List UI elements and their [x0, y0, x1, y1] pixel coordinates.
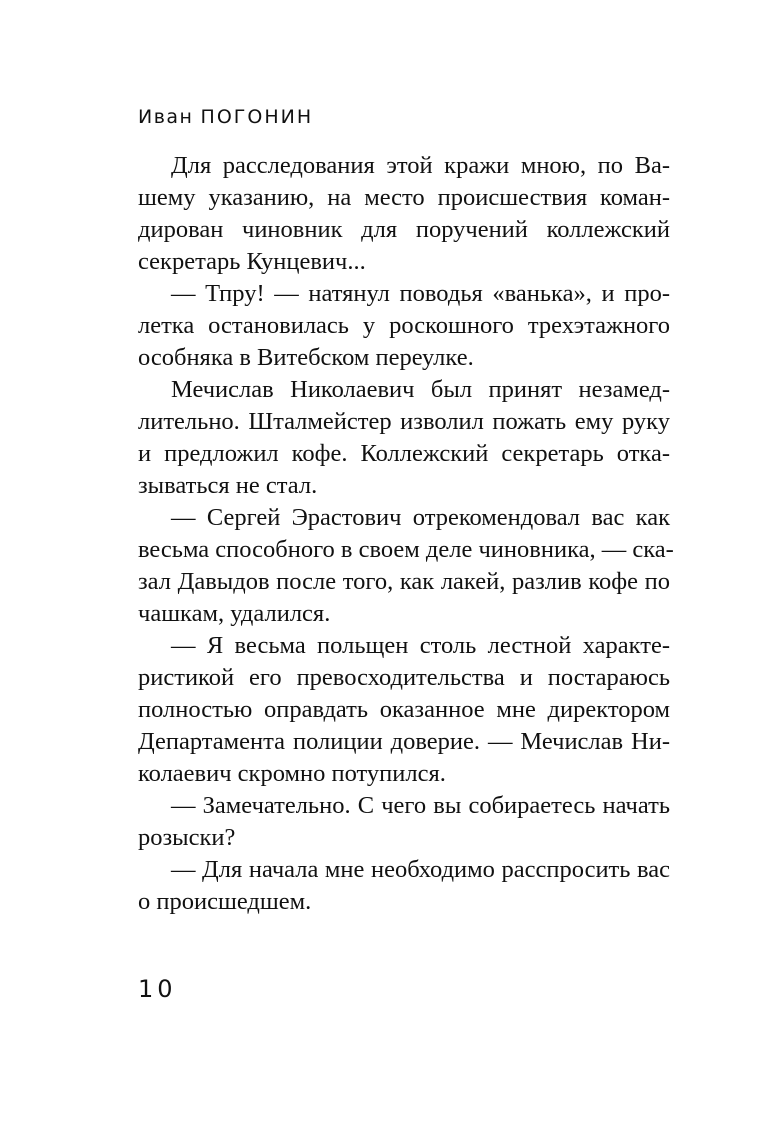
text-line: — Сергей Эрастович отрекомендовал вас как [171, 504, 670, 531]
text-line: полностью оправдать оказанное мне директором [138, 696, 670, 723]
body-text [138, 150, 674, 918]
text-line: — Тпру! — натянул поводья «ванька», и про- [171, 280, 670, 307]
running-head [138, 106, 313, 128]
text-line: летка остановилась у роскошного трехэтажного [138, 312, 670, 339]
text-line: шему указанию, на место происшествия коман- [138, 184, 670, 211]
paragraph-reply [138, 630, 670, 790]
paragraph-letter-closing [138, 150, 670, 278]
text-line: — Замечательно. С чего вы собираетесь начать [171, 792, 670, 819]
text-line: дирован чиновник для поручений коллежский [138, 216, 670, 243]
paragraph-reception [138, 374, 670, 502]
text-line: — Я весьма польщен столь лестной характе- [171, 632, 670, 659]
text-line: чашкам, удалился. [138, 600, 331, 627]
text-line: особняка в Витебском переулке. [138, 344, 474, 371]
text-line: зал Давыдов после того, как лакей, разлив кофе по [138, 568, 670, 595]
paragraph-question [138, 790, 670, 854]
text-line: — Для начала мне необходимо расспросить вас [171, 856, 670, 883]
text-line: и предложил кофе. Коллежский секретарь отка- [138, 440, 670, 467]
text-line: Для расследования этой кражи мною, по Ва- [171, 152, 670, 179]
author-first-name: Иван [138, 106, 194, 128]
text-line: колаевич скромно потупился. [138, 760, 446, 787]
text-line: Мечислав Николаевич был принят незамед- [171, 376, 670, 403]
author-last-name: ПОГОНИН [200, 106, 314, 128]
paragraph-answer [138, 854, 670, 918]
text-line: лительно. Шталмейстер изволил пожать ему руку [138, 408, 670, 435]
text-line: секретарь Кунцевич... [138, 248, 366, 275]
text-line: Департамента полиции доверие. — Мечислав Ни- [138, 728, 670, 755]
text-line: ристикой его превосходительства и постараюсь [138, 664, 670, 691]
text-line: розыски? [138, 824, 236, 851]
paragraph-recommendation [138, 502, 674, 630]
text-line: весьма способного в своем деле чиновника, — ска- [138, 536, 674, 563]
text-line: зываться не стал. [138, 472, 318, 499]
text-line: о происшедшем. [138, 888, 312, 915]
paragraph-arrival [138, 278, 670, 374]
page-number: 10 [138, 975, 177, 1003]
